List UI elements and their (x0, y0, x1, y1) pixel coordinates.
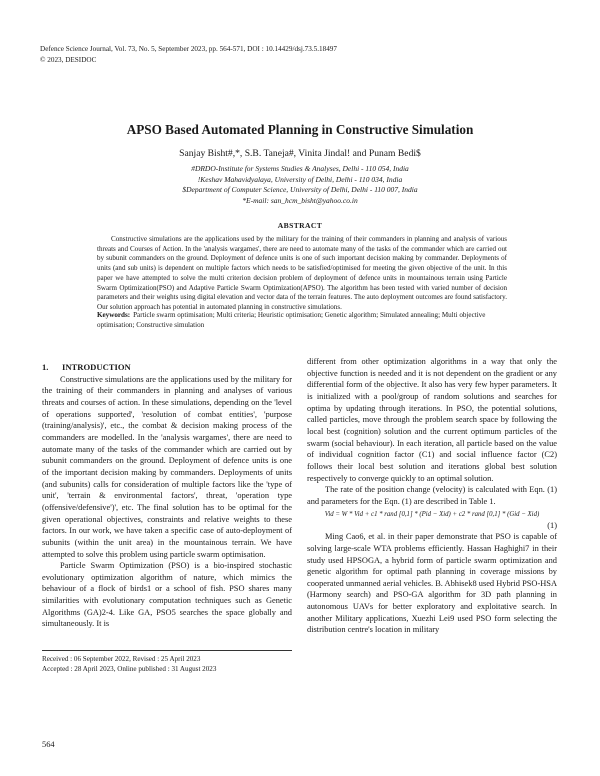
affiliation-keshav: !Keshav Mahavidyalaya, University of Delhi, Delhi - 110 034, India (197, 174, 403, 184)
footnote-divider (42, 650, 292, 651)
copyright-line: © 2023, DESIDOC (40, 55, 97, 64)
abstract-text: Constructive simulations are the applications used by the military for the training of their commanders in planning and analysis of various threats and Courses of Action. In the 'analysis wargames', there are need to automate many of the tasks of the commander which are carried out by subunit commanders on the ground. Deployment of defence units is one of such important decision making by commander. Deployments of units (and sub units) is dependent on multiple factors which needs to be satisfied/optimised for meeting the given objective of the unit. In this paper we have attempted to solve the multi criterion decision problem of deployment of defence units in mountainous terrain using Particle Swarm Optimization(PSO) and Adaptive Particle Swarm Optimization(APSO). The algorithm has been tested with varied number of decision parameters and their weights using digital elevation and vector data of the terrain features. The auto deployment outcomes are found satisfactory. Our solution approach has potential in automated planning in constructive simulations. (97, 235, 507, 311)
affiliation-du-cs: $Department of Computer Science, University of Delhi, Delhi - 110 007, India (182, 185, 418, 195)
journal-header (40, 44, 337, 65)
accepted-date: Accepted : 28 April 2023, Online published : 31 August 2023 (42, 664, 217, 673)
intro-paragraph-4: The rate of the position change (velocity) is calculated with Eqn. (1) and parameters for the Eqn. (1) are described in Table 1. (307, 485, 557, 506)
affiliation-drdo: #DRDO-Institute for Systems Studies & Analyses, Delhi - 110 054, India (191, 164, 409, 173)
intro-paragraph-1: Constructive simulations are the applications used by the military for the training of their commanders in planning and analyses of various threats and courses of action. In these simulations, depending on the 'level of operations supported', 'resolution of combat entities', 'purpose (training/analysis)', etc., the combat & decision making process of the commanders are modelled. In the 'analysis wargames', there are need to automate many of the tasks of the commander which are carried out by subunit commanders on the ground. Deployment of defence units is one of the important decision making by commanders. Deployments of units (and subunits) calls for consideration of multiple factors like the 'type of unit', 'terrain & environmental factors', threat, 'operation type (offensive/defensive')', etc. The final solution has to be optimal for the given operational objectives, constraints and relative weights to these factors. In our work, we have taken a specific case of auto-deployment of subunits (within the unit area) in the mountainous terrain. We have attempted to solve this problem using particle swarm optimisation. (42, 374, 292, 559)
citation-line: Defence Science Journal, Vol. 73, No. 5, September 2023, pp. 564-571, DOI : 10.14429/dsj.73.5.18497 (40, 45, 337, 53)
received-date: Received : 06 September 2022, Revised : 25 April 2023 (42, 655, 201, 663)
section-heading (42, 362, 292, 374)
intro-paragraph-2: Particle Swarm Optimization (PSO) is a bio-inspired stochastic evolutionary optimization algorithm of nature, which mimics the behaviour of a flock of birds1 or a school of fish. PSO shares many similarities with evolutionary computation techniques such as Genetic Algorithms (GA)2-4. Like GA, PSO5 searches the space globally and simultaneously. It is (42, 561, 292, 629)
abstract-heading: ABSTRACT (277, 221, 323, 230)
author-list: Sanjay Bisht#,*, S.B. Taneja#, Vinita Jindal! and Punam Bedi$ (179, 148, 421, 159)
keywords (97, 311, 507, 330)
publication-dates (42, 655, 216, 675)
author-email: *E-mail: san_hcm_bisht@yahoo.co.in (242, 195, 358, 205)
affiliations (0, 164, 600, 206)
section-title: INTRODUCTION (62, 362, 131, 372)
left-column (42, 362, 292, 630)
equation-number: (1) (547, 521, 557, 531)
right-column (307, 356, 557, 636)
page-number: 564 (42, 740, 55, 749)
keywords-text: Particle swarm optimisation; Multi criteria; Heuristic optimisation; Genetic algorithm; Simulated annealing; Multi objective optimisation; Constructive simulation (97, 311, 486, 329)
intro-paragraph-5: Ming Cao6, et al. in their paper demonstrate that PSO is capable of solving large-scale WTA problems efficiently. Hassan Haghighi7 in their study used HPSOGA, a hybrid form of particle swarm optimization and genetic algorithm for optimal path planning in coverage missions by cooperated unmanned aerial vehicles. B. Abhisek8 used Hybrid PSO-HSA (Harmony search) and PSO-GA algorithm for 3D path planning in autonomous UAVs for better exploratory and exploitative search. In another Military applications, Xuezhi Lei9 used PSO form selecting the distribution centre's location in military (307, 532, 557, 635)
section-number: 1. (42, 362, 49, 372)
paper-title: APSO Based Automated Planning in Constructive Simulation (126, 122, 474, 137)
keywords-label: Keywords: (97, 311, 131, 319)
velocity-equation: Vid = W * Vid + c1 * rand [0,1] * (Pid − Xid) + c2 * rand [0,1] * (Gid − Xid) (324, 510, 540, 518)
intro-paragraph-3: different from other optimization algorithms in a way that only the objective function is needed and it is not dependent on the gradient or any differential form of the objective. It also has very few hyper parameters. It is initialized with a pool/group of random solutions and searches for optima by updating through iterations. In PSO, the potential solutions, called particles, move through the problem search space by following the local best (cognition) solution and the current optimum particles of the swarm (social behaviour). In each iteration, all particle based on the value of individual cognition factor (C1) and social influence factor (C2) follows their local best solution and iterations global best solution respectively to converge quickly to an optimal solution. (307, 357, 557, 483)
